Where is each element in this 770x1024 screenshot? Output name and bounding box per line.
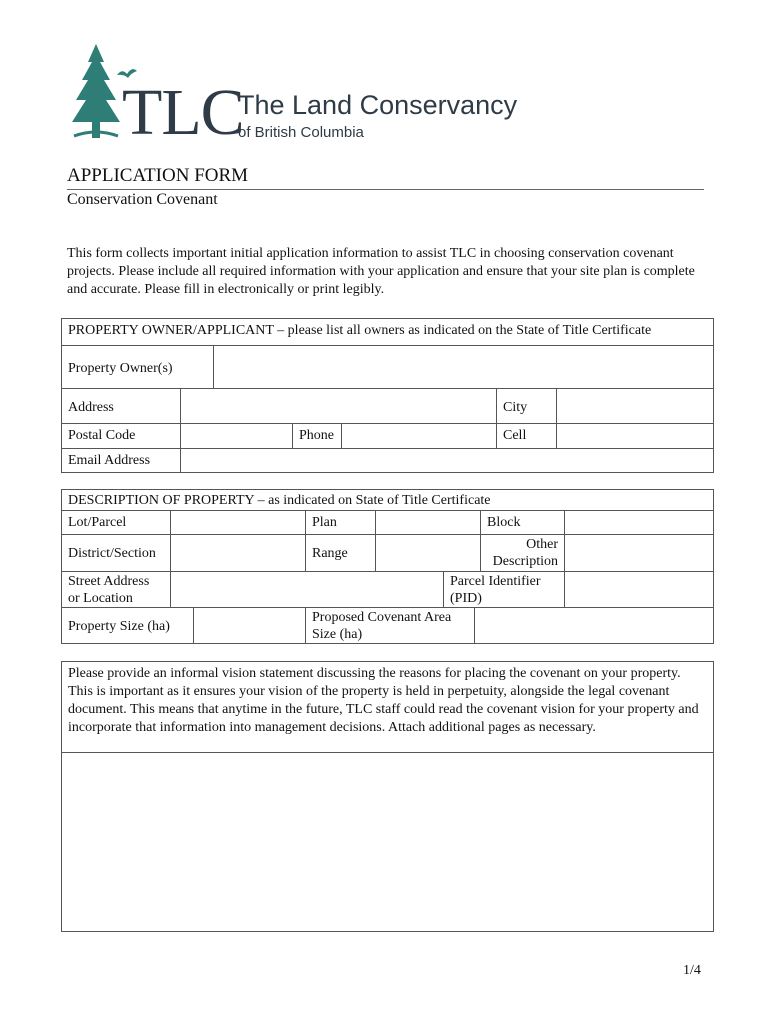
lot-label: Lot/Parcel: [61, 510, 171, 535]
cell-field[interactable]: [556, 423, 714, 449]
plan-field[interactable]: [375, 510, 481, 535]
street-address-field[interactable]: [170, 571, 444, 608]
phone-label: Phone: [292, 423, 342, 449]
pid-field[interactable]: [564, 571, 714, 608]
logo-name: The Land Conservancy: [238, 90, 518, 120]
tlc-logo: [66, 40, 526, 150]
other-description-label: Other Description: [480, 534, 565, 572]
district-field[interactable]: [170, 534, 306, 572]
covenant-size-label: Proposed Covenant Area Size (ha): [305, 607, 475, 644]
form-intro: This form collects important initial application information to assist TLC in choosing conservation covenant projects. Please include all required information with your application and ensure that your site plan is complete and accurate. Please fill in electronically or print legibly.: [67, 246, 695, 297]
owners-label: Property Owner(s): [61, 345, 214, 389]
vision-statement-field[interactable]: [61, 752, 714, 932]
property-size-field[interactable]: [193, 607, 306, 644]
email-label: Email Address: [61, 448, 181, 473]
logo-abbr: TLC: [122, 76, 244, 149]
property-section-header: DESCRIPTION OF PROPERTY – as indicated on State of Title Certificate: [61, 489, 714, 511]
street-address-label: Street Address or Location: [61, 571, 171, 608]
pid-label: Parcel Identifier (PID): [443, 571, 565, 608]
lot-field[interactable]: [170, 510, 306, 535]
form-subtitle: Conservation Covenant: [67, 191, 218, 208]
district-label: District/Section: [61, 534, 171, 572]
email-field[interactable]: [180, 448, 714, 473]
range-label: Range: [305, 534, 376, 572]
owner-section-header: PROPERTY OWNER/APPLICANT – please list all owners as indicated on the State of Title Certificate: [61, 318, 714, 346]
page-number: 1/4: [683, 963, 701, 978]
covenant-size-field[interactable]: [474, 607, 714, 644]
range-field[interactable]: [375, 534, 481, 572]
tree-icon: [66, 40, 126, 140]
city-field[interactable]: [556, 388, 714, 424]
logo-subtitle: of British Columbia: [238, 124, 364, 141]
plan-label: Plan: [305, 510, 376, 535]
vision-prompt: Please provide an informal vision statement discussing the reasons for placing the covenant on your property. This is important as it ensures your vision of the property is held in perpetuity, alongside the legal covenant document. This means that anytime in the future, TLC staff could read the covenant vision for your property and incorporate that information into management decisions. Attach additional pages as necessary.: [61, 661, 714, 753]
form-title: APPLICATION FORM: [67, 165, 704, 190]
other-description-field[interactable]: [564, 534, 714, 572]
block-label: Block: [480, 510, 565, 535]
city-label: City: [496, 388, 557, 424]
phone-field[interactable]: [341, 423, 497, 449]
address-field[interactable]: [180, 388, 497, 424]
cell-label: Cell: [496, 423, 557, 449]
property-size-label: Property Size (ha): [61, 607, 194, 644]
postal-label: Postal Code: [61, 423, 181, 449]
postal-field[interactable]: [180, 423, 293, 449]
address-label: Address: [61, 388, 181, 424]
owners-field[interactable]: [213, 345, 714, 389]
block-field[interactable]: [564, 510, 714, 535]
